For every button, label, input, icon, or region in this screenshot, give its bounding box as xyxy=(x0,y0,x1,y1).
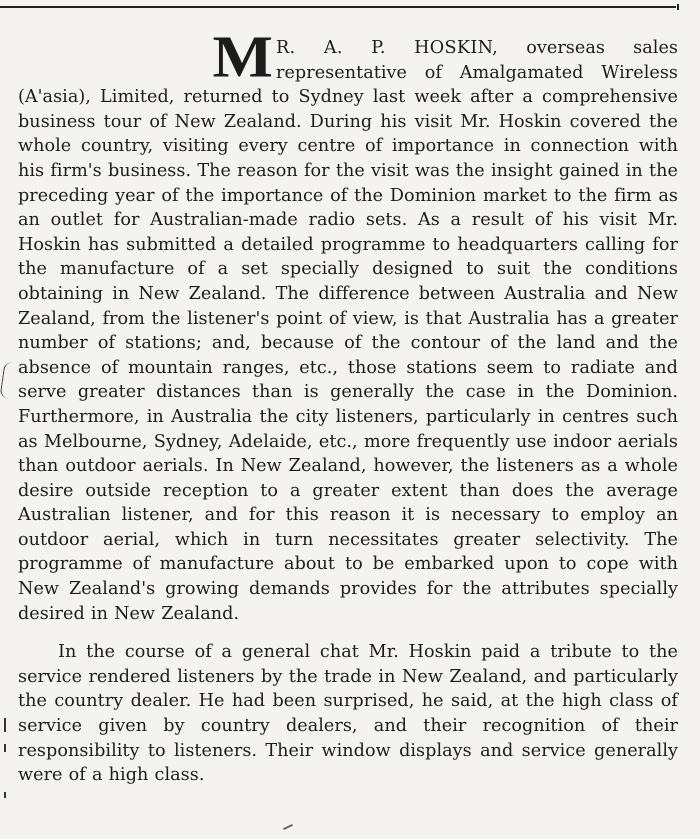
news-article xyxy=(18,23,678,836)
corner-tick-mark xyxy=(677,4,679,10)
margin-bar-mark xyxy=(4,744,6,752)
drop-cap-block xyxy=(18,23,276,90)
margin-bracket-mark xyxy=(0,362,13,399)
lead-in-capitals: R. A. P. HOSKIN, xyxy=(276,38,499,58)
top-border-rule xyxy=(0,6,676,8)
paragraph-1-text: overseas sales representative of Amalgamated Wireless (A'asia), Limited, returned to Sydney last week after a comprehensive business tour of New Zealand. During his visit Mr. Hoskin covered the whole country, visiting every centre of importance in connection with his firm's business. The reason for the visit was the insight gained in the preceding year of the importance of the Dominion market to the firm as an outlet for Australian-made radio sets. As a result of his visit Mr. Hoskin has submitted a detailed programme to headquarters calling for the manufacture of a set specially designed to suit the conditions obtaining in New Zealand. The difference between Australia and New Zealand, from the listener's point of view, is that Australia has a greater number of stations; and, because of the contour of the land and the absence of mountain ranges, etc., those stations seem to radiate and serve greater distances than is generally the case in the Dominion. Furthermore, in Australia the city listeners, particularly in centres such as Melbourne, Sydney, Adelaide, etc., more frequently use indoor aerials than outdoor aerials. In New Zealand, however, the listeners as a whole desire outside reception to a greater extent than does the average Australian listener, and for this reason it is necessary to employ an outdoor aerial, which in turn necessitates greater selectivity. The programme of manufacture about to be embarked upon to cope with New Zealand's growing demands provides for the attributes specially desired in New Zealand. xyxy=(18,38,678,624)
article-paragraph-2: In the course of a general chat Mr. Hoskin paid a tribute to the service rendered listeners by the trade in New Zealand, and particularly the country dealer. He had been surprised, he said, at the high class of service given by country dealers, and their recognition of their responsibility to listeners. Their window displays and service generally were of a high class. xyxy=(18,642,678,786)
margin-bar-mark xyxy=(4,792,6,798)
margin-bar-mark xyxy=(4,718,6,732)
article-paragraph-1 xyxy=(18,23,678,626)
drop-cap-letter: M xyxy=(212,23,273,90)
